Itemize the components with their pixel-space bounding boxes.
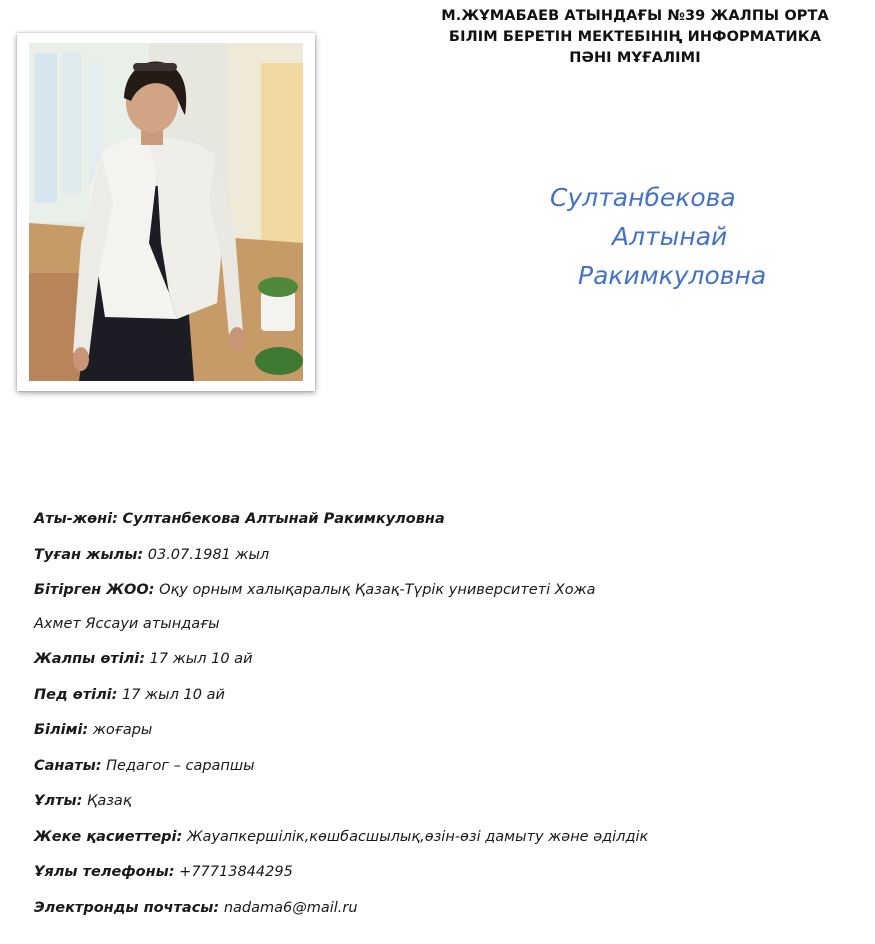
header-line-3: ПӘНІ МҰҒАЛІМІ xyxy=(569,50,701,66)
info-row-full-name: Аты-жөні: Султанбекова Алтынай Ракимкуловна xyxy=(34,511,445,527)
info-row-education: Білімі: жоғары xyxy=(34,722,153,738)
info-row-category: Санаты: Педагог – сарапшы xyxy=(34,757,255,774)
teacher-photo-illustration xyxy=(29,43,303,381)
info-row-email: Электронды почтасы: nadama6@mail.ru xyxy=(34,899,358,916)
patronymic: Ракимкуловна xyxy=(578,261,767,290)
first-name: Алтынай xyxy=(612,222,728,251)
page-header xyxy=(400,6,870,69)
info-row-birth-year: Туған жылы: 03.07.1981 жыл xyxy=(34,546,270,563)
surname: Султанбекова xyxy=(550,183,736,212)
info-row-personal-qualities: Жеке қасиеттері: Жауапкершілік,көшбасшылық,өзін-өзі дамыту және әділдік xyxy=(34,828,649,845)
info-row-total-experience: Жалпы өтілі: 17 жыл 10 ай xyxy=(34,651,253,667)
teacher-full-name-heading xyxy=(520,178,820,295)
header-line-1: М.ЖҰМАБАЕВ АТЫНДАҒЫ №39 ЖАЛПЫ ОРТА xyxy=(441,8,829,24)
info-row-nationality: Ұлты: Қазақ xyxy=(34,793,132,809)
info-row-university: Бітірген ЖОО: Оқу орным халықаралық Қазақ-Түрік университеті Хожа xyxy=(34,582,596,598)
photo-frame xyxy=(17,33,315,391)
info-row-university-cont: Ахмет Яссауи атындағы xyxy=(34,615,220,632)
info-row-teaching-experience: Пед өтілі: 17 жыл 10 ай xyxy=(34,686,225,703)
teacher-photo xyxy=(29,43,303,381)
teacher-info xyxy=(34,511,754,935)
email-value: nadama6@mail.ru xyxy=(223,899,358,916)
header-line-2: БІЛІМ БЕРЕТІН МЕКТЕБІНІҢ ИНФОРМАТИКА xyxy=(448,29,822,45)
info-row-mobile-phone: Ұялы телефоны: +77713844295 xyxy=(34,864,293,880)
